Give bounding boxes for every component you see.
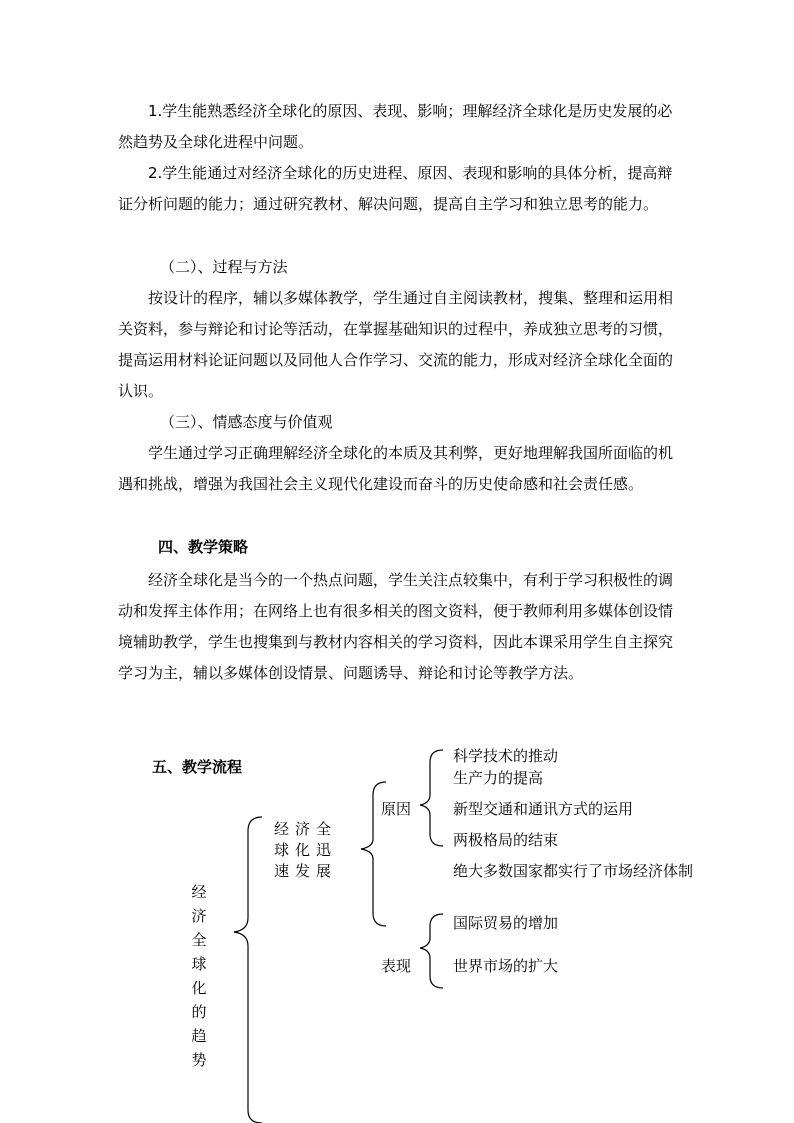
causes-brace	[420, 750, 443, 846]
process-method-text: 按设计的程序，辅以多媒体教学，学生通过自主阅读教材，搜集、整理和运用相关资料，参与辩论和讨论等活动，在掌握基础知识的过程中，养成独立思考的习惯，提高运用材料论证问题以及同他人合作学习、交流的能力，形成对经济全球化全面的认识。	[118, 289, 674, 400]
attitude-heading: （三）、情感态度与价值观	[160, 413, 333, 431]
objective-1: 1.学生能熟悉经济全球化的原因、表现、影响；理解经济全球化是历史发展的必然趋势及全球化进程中问题。	[118, 102, 673, 151]
root-char: 球	[191, 955, 207, 973]
topic-brace	[361, 782, 386, 926]
strategy-heading: 四、教学策略	[158, 538, 249, 556]
cause-item: 绝大多数国家都实行了市场经济体制	[453, 862, 694, 880]
root-char: 全	[191, 931, 207, 949]
root-char: 势	[191, 1051, 207, 1069]
root-char: 趋	[191, 1027, 207, 1045]
cause-item: 科学技术的推动	[453, 747, 559, 765]
flow-heading: 五、教学流程	[152, 758, 243, 776]
attitude-text: 学生通过学习正确理解经济全球化的本质及其利弊，更好地理解我国所面临的机遇和挑战，增强为我国社会主义现代化建设而奋斗的历史使命感和社会责任感。	[118, 444, 674, 493]
root-char: 化	[191, 979, 207, 997]
manifest-label: 表现	[381, 957, 412, 975]
cause-item: 新型交通和通讯方式的运用	[453, 800, 634, 818]
process-method-heading: （二）、过程与方法	[160, 258, 288, 276]
manifest-brace	[420, 914, 443, 988]
flow-topic: 经济全球化迅速发展	[274, 820, 338, 880]
causes-label: 原因	[381, 800, 412, 818]
root-char: 的	[191, 1003, 207, 1021]
cause-item: 生产力的提高	[453, 769, 544, 787]
root-brace	[234, 817, 262, 1123]
manifest-item: 世界市场的扩大	[453, 957, 559, 975]
root-char: 经	[191, 883, 207, 901]
root-char: 济	[191, 907, 207, 925]
objective-2: 2.学生能通过对经济全球化的历史进程、原因、表现和影响的具体分析，提高辩证分析问题的能力；通过研究教材、解决问题，提高自主学习和独立思考的能力。	[118, 164, 673, 213]
cause-item: 两极格局的结束	[453, 831, 559, 849]
manifest-item: 国际贸易的增加	[453, 914, 559, 932]
strategy-text: 经济全球化是当今的一个热点问题，学生关注点较集中，有利于学习积极性的调动和发挥主体作用；在网络上也有很多相关的图文资料，便于教师利用多媒体创设情境辅助教学，学生也搜集到与教材内容相关的学习资料，因此本课采用学生自主探究学习为主，辅以多媒体创设情景、问题诱导、辩论和讨论等教学方法。	[118, 571, 674, 682]
